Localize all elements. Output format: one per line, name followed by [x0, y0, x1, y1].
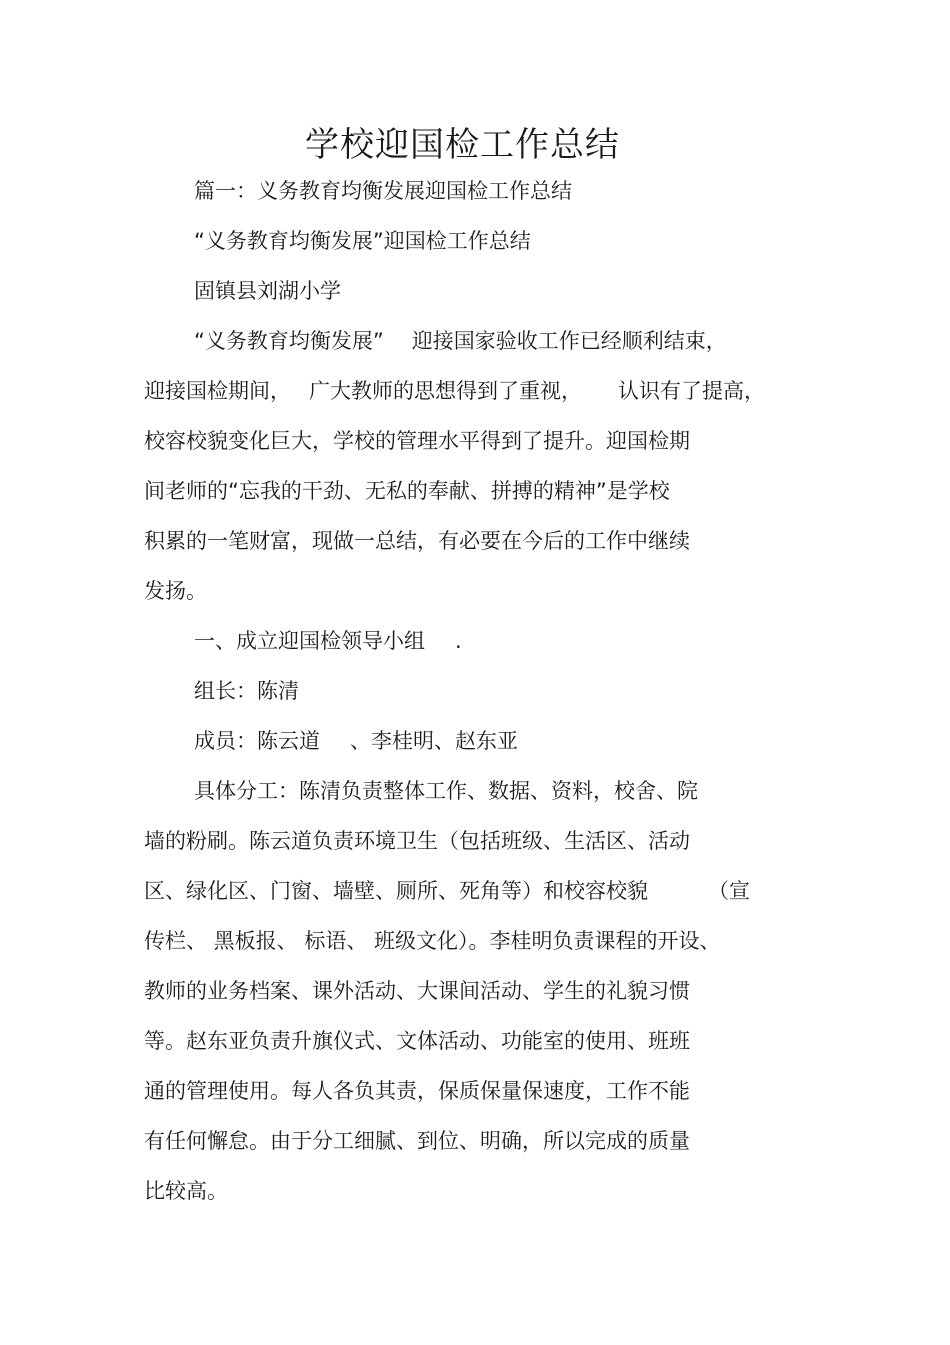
duty-line-4: 传栏、 黑板报、 标语、 班级文化）。李桂明负责课程的开设、	[144, 929, 721, 953]
intro-line-6: 发扬。	[144, 579, 207, 603]
intro-line-1b: 迎接国家验收工作已经顺利结束，	[411, 329, 727, 353]
intro-line-2b: 广大教师的思想得到了重视，	[309, 379, 582, 403]
heading-line: “义务教育均衡发展”迎国检工作总结	[194, 229, 531, 253]
duty-line-3	[144, 876, 750, 906]
duty-line-2: 墙的粉刷。陈云道负责环境卫生（包括班级、生活区、活动	[144, 829, 690, 853]
section1-heading-dot: .	[455, 629, 462, 653]
duty-line-1: 具体分工：陈清负责整体工作、数据、资料，校舍、院	[194, 779, 698, 803]
duty-line-3a: 区、绿化区、门窗、墙壁、厕所、死角等）和校容校貌	[144, 879, 648, 903]
duty-line-3b: （宣	[708, 879, 750, 903]
intro-line-1a: “义务教育均衡发展”	[194, 329, 384, 353]
duty-line-6: 等。赵东亚负责升旗仪式、文体活动、功能室的使用、班班	[144, 1029, 690, 1053]
intro-line-1	[194, 326, 727, 356]
duty-line-8: 有任何懈怠。由于分工细腻、到位、明确，所以完成的质量	[144, 1129, 690, 1153]
subtitle-line: 篇一：义务教育均衡发展迎国检工作总结	[194, 179, 572, 203]
duty-line-9: 比较高。	[144, 1179, 228, 1203]
members-line-a: 成员：陈云道	[194, 729, 320, 753]
intro-line-3: 校容校貌变化巨大，学校的管理水平得到了提升。迎国检期	[144, 429, 690, 453]
duty-line-7: 通的管理使用。每人各负其责，保质保量保速度，工作不能	[144, 1079, 690, 1103]
document-title: 学校迎国检工作总结	[305, 125, 620, 165]
duty-line-5: 教师的业务档案、课外活动、大课间活动、学生的礼貌习惯	[144, 979, 690, 1003]
intro-line-2c: 认识有了提高，	[618, 379, 765, 403]
intro-line-2	[144, 376, 765, 406]
intro-line-2a: 迎接国检期间，	[144, 379, 291, 403]
intro-line-5: 积累的一笔财富，现做一总结，有必要在今后的工作中继续	[144, 529, 690, 553]
school-name: 固镇县刘湖小学	[194, 279, 341, 303]
members-line-b: 、李桂明、赵东亚	[350, 729, 518, 753]
section1-heading-text: 一、成立迎国检领导小组	[194, 629, 425, 653]
leader-line: 组长：陈清	[194, 679, 299, 703]
intro-line-4: 间老师的“忘我的干劲、无私的奉献、拼搏的精神”是学校	[144, 479, 670, 503]
section1-heading	[194, 626, 462, 656]
members-line	[194, 726, 518, 756]
